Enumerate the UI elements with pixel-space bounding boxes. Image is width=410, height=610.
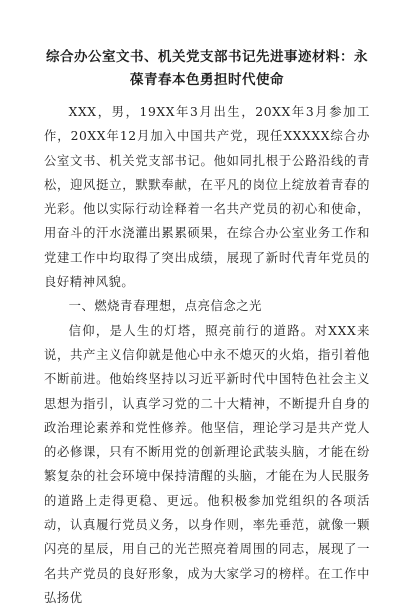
document-title: 综合办公室文书、机关党支部书记先进事迹材料：永葆青春本色勇担时代使命 (46, 49, 368, 88)
section-heading: 一、燃烧青春理想，点亮信念之光 (68, 299, 263, 314)
section-paragraph: 信仰，是人生的灯塔，照亮前行的道路。对XXX来说，共产主义信仰就是他心中永不熄灭的火焰，指引着他不断前进。他始终坚持以习近平新时代中国特色社会主义思想为指引，认真学习党的二十大精神，不断提升自身的政治理论素养和党性修养。他坚信，理论学习是共产党人的必修课，只有不断用党的创新理论武装头脑，才能在纷繁复杂的社会环境中保持清醒的头脑，才能在为人民服务的道路上走得更稳、更远。他积极参加党组织的各项活动，认真履行党员义务，以身作则，率先垂范，就像一颗闪亮的星辰，用自己的光芒照亮着周围的同志，展现了一名共产党员的良好形象，成为大家学习的榜样。在工作中弘扬优 (44, 323, 370, 605)
intro-paragraph: XXX，男，19XX年3月出生，20XX年3月参加工作，20XX年12月加入中国共产党，现任XXXXX综合办公室文书、机关党支部书记。他如同扎根于公路沿线的青松，迎风挺立，默默奉献，在平凡的岗位上绽放着青春的光彩。他以实际行动诠释着一名共产党员的初心和使命，用奋斗的汗水浇灌出累累硕果，在综合办公室业务工作和党建工作中均取得了突出成绩，展现了新时代青年党员的良好精神风貌。 (44, 105, 370, 290)
